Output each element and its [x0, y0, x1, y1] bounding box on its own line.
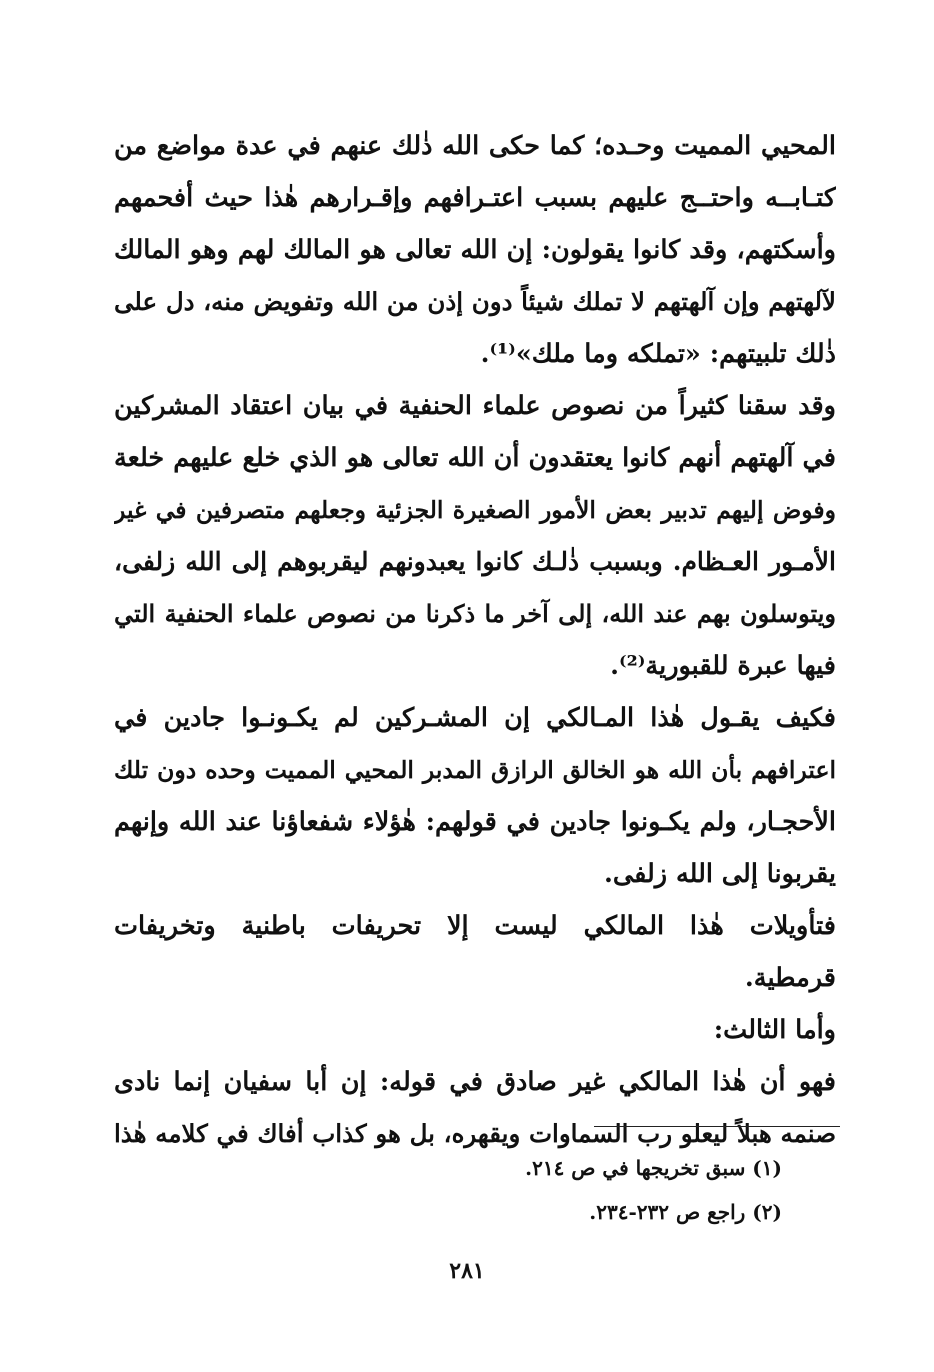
text-line: في آلهتهم أنهم كانوا يعتقدون أن الله تعالى هو الذي خلع عليهم خلعة [114, 443, 836, 473]
text-line: يقربونا إلى الله زلفى. [603, 859, 836, 889]
footnote: (٢) راجع ص ٢٣٢-٢٣٤. [589, 1200, 782, 1224]
text-line: ذٰلك تلبيتهم: «تملكه وما ملك»⁽¹⁾. [480, 339, 836, 369]
body-text [114, 120, 836, 1160]
footnotes [525, 1146, 782, 1234]
text-line: قرمطية. [744, 963, 836, 993]
text-line: اعترافهم بأن الله هو الخالق الرازق المدبر المحيي المميت وحده دون تلك [114, 756, 836, 784]
text-line: ويتوسلون بهم عند الله، إلى آخر ما ذكرنا من نصوص علماء الحنفية التي [114, 599, 836, 628]
text-line: فيها عبرة للقبورية⁽²⁾. [610, 651, 836, 681]
page-number: ٢٨١ [449, 1258, 485, 1284]
footnote-divider [594, 1126, 840, 1127]
text-line: فتأويلات هٰذا المالكي ليست إلا تحريفات باطنية وتخريفات [114, 911, 836, 941]
text-line: صنمه هبلاً ليعلو رب السماوات ويقهره، بل هو كذاب أفاك في كلامه هٰذا [114, 1119, 836, 1148]
footnote: (١) سبق تخريجها في ص ٢١٤. [525, 1156, 782, 1180]
text-line: فكيف يقـول هٰذا المـالكي إن المشـركين لم يكـونـوا جادين في [114, 703, 836, 733]
text-line: الأمـور العـظام. وبسبب ذٰلـك كانوا يعبدونهم ليقربوهم إلى الله زلفى، [114, 547, 836, 576]
text-line: وقد سقنا كثيراً من نصوص علماء الحنفية في بيان اعتقاد المشركين [114, 391, 836, 421]
text-line: المحيي المميت وحـده؛ كما حكى الله ذٰلك عنهم في عدة مواضع من [114, 131, 836, 161]
text-line: الأحجـار، ولم يكـونوا جادين في قولهم: هٰؤلاء شفعاؤنا عند الله وإنهم [114, 807, 836, 837]
text-line: وفوض إليهم تدبير بعض الأمور الصغيرة الجزئية وجعلهم متصرفين في غير [114, 496, 836, 524]
text-line: لآلهتهم وإن آلهتهم لا تملك شيئاً دون إذن من الله وتفويض منه، دل على [114, 287, 836, 316]
text-line: فهو أن هٰذا المالكي غير صادق في قوله: إن أبا سفيان إنما نادى [114, 1067, 836, 1097]
section-heading: وأما الثالث: [713, 1015, 836, 1045]
text-line: وأسكتهم، وقد كانوا يقولون: إن الله تعالى هو المالك لهم وهو المالك [114, 235, 836, 265]
text-line: كتـابــه واحتــج عليهم بسبب اعتـرافهم وإقـرارهم هٰذا حيث أفحمهم [114, 183, 836, 213]
